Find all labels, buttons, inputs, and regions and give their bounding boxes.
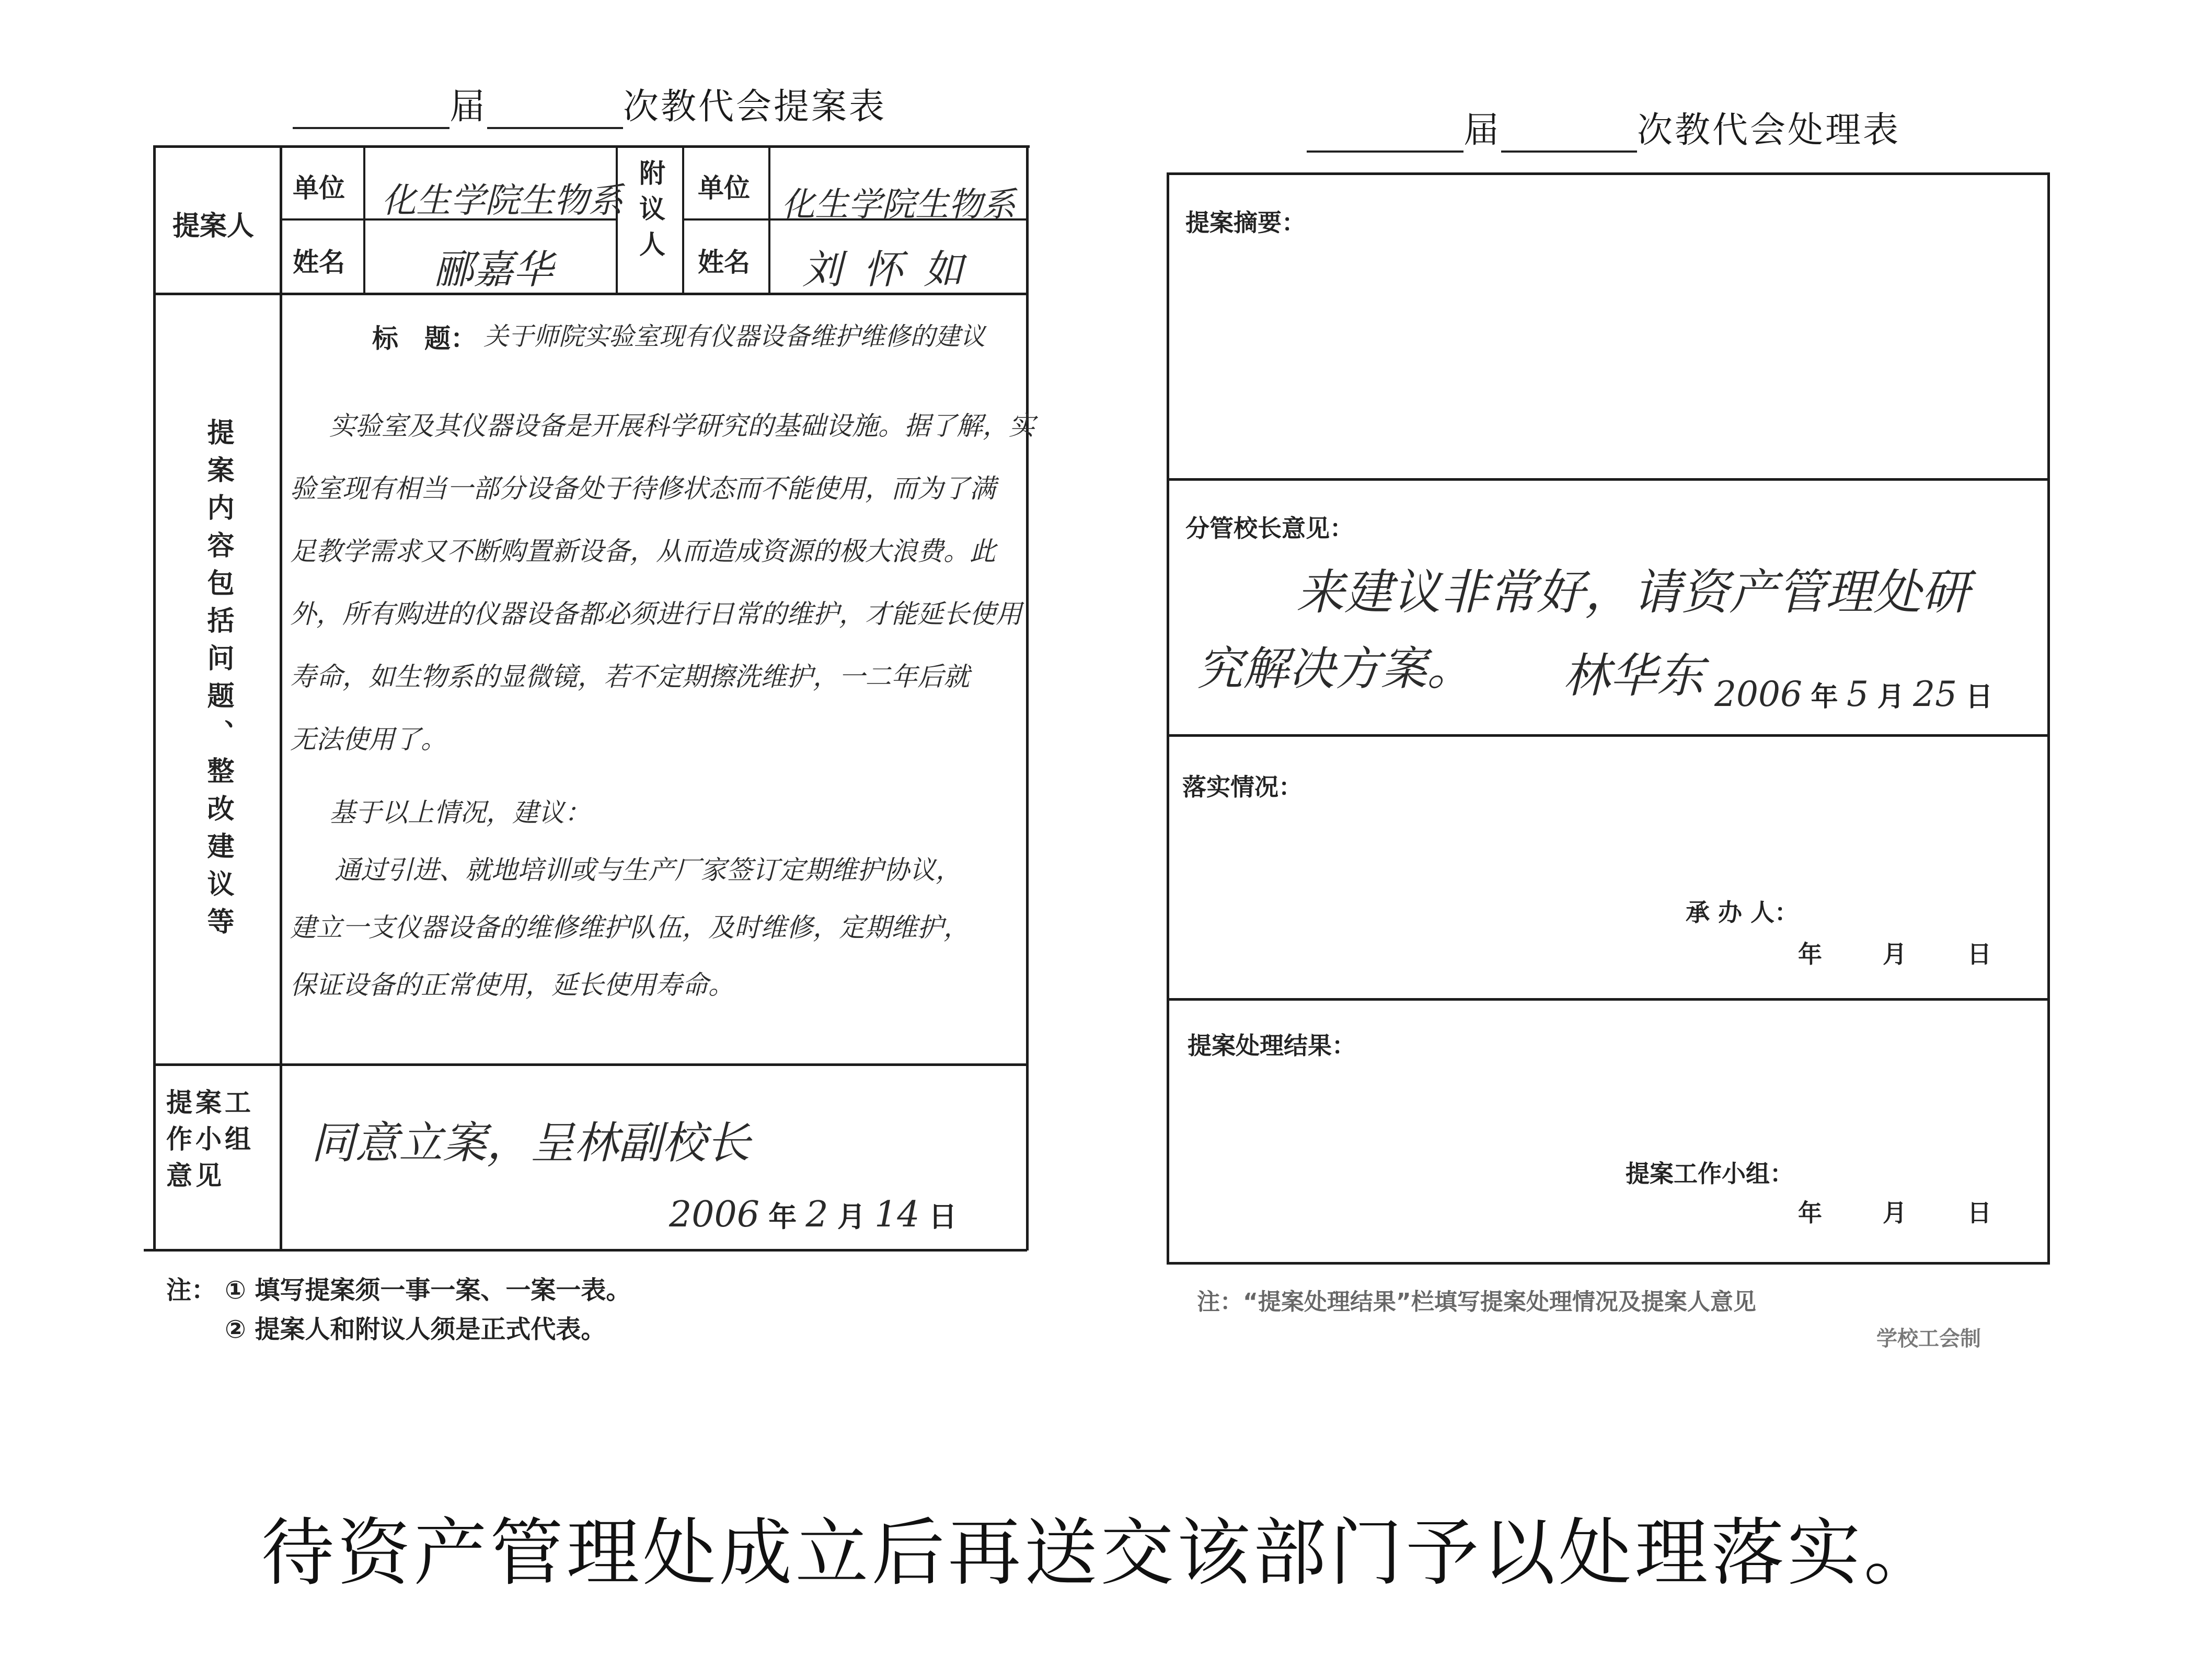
body-line-8: 通过引进、就地培训或与生产厂家签订定期维护协议， — [335, 855, 962, 885]
left-border-top — [154, 145, 1030, 148]
group-label: 提案工作小组意见 — [166, 1087, 254, 1191]
subject-text: 关于师院实验室现有仪器设备维护维修的建议 — [483, 322, 986, 351]
seconder-name-value: 刘怀如 — [802, 246, 984, 293]
proposer-unit-label: 单位 — [293, 173, 345, 203]
group-date-month: 2 — [805, 1194, 828, 1235]
left-title-blank-2 — [487, 86, 623, 129]
group-opinion: 同意立案，呈林副校长 — [311, 1117, 751, 1168]
result-date-month: 月 — [1883, 1199, 1907, 1227]
right-title-blank-2 — [1501, 109, 1637, 153]
proposer-name-value: 郦嘉华 — [434, 246, 553, 293]
vp-date-day-suffix: 日 — [1965, 681, 1993, 713]
group-date-day: 14 — [874, 1194, 920, 1235]
result-label: 提案处理结果： — [1188, 1032, 1356, 1060]
body-line-4: 外，所有购进的仪器设备都必须进行日常的维护，才能延长使用 — [290, 599, 1022, 629]
vp-date-month: 5 — [1847, 674, 1869, 714]
implementation-label: 落实情况： — [1182, 773, 1303, 801]
vp-opinion-line2: 究解决方案。 — [1197, 642, 1473, 696]
right-border-right — [2047, 172, 2050, 1265]
implementation-date — [1798, 935, 1991, 970]
left-form-title: 届 次教代会提案表 — [293, 78, 886, 129]
vp-date-month-suffix: 月 — [1877, 681, 1905, 713]
vp-label: 分管校长意见： — [1185, 514, 1354, 542]
group-sign-label: 提案工作小组： — [1626, 1160, 1794, 1188]
left-border-right — [1026, 145, 1029, 1250]
right-divider-3 — [1167, 998, 2050, 1001]
subject-label: 标 题： — [372, 323, 477, 354]
body-line-10: 保证设备的正常使用，延长使用寿命。 — [290, 970, 734, 1000]
vp-date-year-suffix: 年 — [1811, 681, 1838, 713]
vp-date-day: 25 — [1913, 674, 1957, 714]
left-col-seconder-unit — [768, 145, 770, 294]
handler-label: 承 办 人： — [1686, 898, 1799, 926]
body-line-5: 寿命，如生物系的显微镜，若不定期擦洗维护，一二年后就 — [290, 662, 970, 692]
left-col-unit — [363, 145, 365, 294]
left-content-bottom — [154, 1063, 1027, 1066]
right-footnote: 注：“提案处理结果”栏填写提案处理情况及提案人意见 — [1197, 1289, 1756, 1315]
caption: 待资产管理处成立后再送交该部门予以处理落实。 — [261, 1511, 1940, 1596]
impl-date-day: 日 — [1967, 940, 1992, 968]
body-line-3: 足教学需求又不断购置新设备，从而造成资源的极大浪费。此 — [290, 536, 996, 566]
right-title-blank-1 — [1307, 109, 1464, 153]
note-2: ② 提案人和附议人须是正式代表。 — [225, 1315, 606, 1344]
left-title-blank-1 — [293, 86, 450, 129]
body-line-7: 基于以上情况，建议： — [329, 797, 591, 828]
body-line-2: 验室现有相当一部分设备处于待修状态而不能使用，而为了满 — [290, 473, 996, 504]
body-line-9: 建立一支仪器设备的维修维护队伍，及时维修，定期维护， — [290, 912, 970, 943]
result-date-day: 日 — [1967, 1199, 1992, 1227]
right-divider-1 — [1167, 478, 2050, 481]
body-line-6: 无法使用了。 — [290, 724, 447, 755]
notes-prefix: 注： — [166, 1276, 217, 1305]
proposer-name-label: 姓名 — [293, 247, 345, 277]
right-footnote-source: 学校工会制 — [1876, 1327, 1981, 1351]
right-divider-2 — [1167, 734, 2050, 737]
group-date — [669, 1194, 957, 1235]
vp-signature: 林华东 — [1563, 648, 1704, 703]
right-border-top — [1167, 172, 2050, 175]
summary-label: 提案摘要： — [1185, 208, 1306, 237]
seconder-label: 附议人 — [635, 159, 665, 266]
right-border-left — [1167, 172, 1169, 1265]
left-border-bottom — [144, 1249, 1027, 1252]
body-line-1: 实验室及其仪器设备是开展科学研究的基础设施。据了解，实 — [329, 411, 1035, 441]
note-1: ① 填写提案须一事一案、一案一表。 — [225, 1276, 631, 1305]
seconder-unit-value: 化生学院生物系 — [781, 186, 1016, 224]
vp-date — [1714, 674, 1993, 714]
vp-opinion-line1: 来建议非常好，请资产管理处研 — [1296, 564, 1970, 620]
seconder-name-label: 姓名 — [698, 247, 750, 277]
right-border-bottom — [1167, 1262, 2050, 1265]
left-border-left — [153, 145, 156, 1250]
group-date-year-suffix: 年 — [768, 1200, 797, 1233]
result-date — [1798, 1194, 1991, 1229]
right-form-title: 届 次教代会处理表 — [1307, 102, 1900, 153]
proposer-unit-value: 化生学院生物系 — [382, 180, 623, 221]
vp-date-year: 2006 — [1714, 674, 1802, 714]
impl-date-year: 年 — [1798, 940, 1822, 968]
group-date-month-suffix: 月 — [837, 1200, 866, 1233]
impl-date-month: 月 — [1883, 940, 1907, 968]
group-date-day-suffix: 日 — [928, 1200, 957, 1233]
left-col-label — [280, 145, 282, 1250]
proposer-label: 提案人 — [172, 211, 255, 242]
left-col-seconder-r — [682, 145, 684, 294]
seconder-unit-label: 单位 — [698, 173, 750, 203]
content-label: 提案内容包括问题、整改建议等 — [202, 418, 234, 945]
result-date-year: 年 — [1798, 1199, 1822, 1227]
group-date-year: 2006 — [669, 1194, 760, 1235]
